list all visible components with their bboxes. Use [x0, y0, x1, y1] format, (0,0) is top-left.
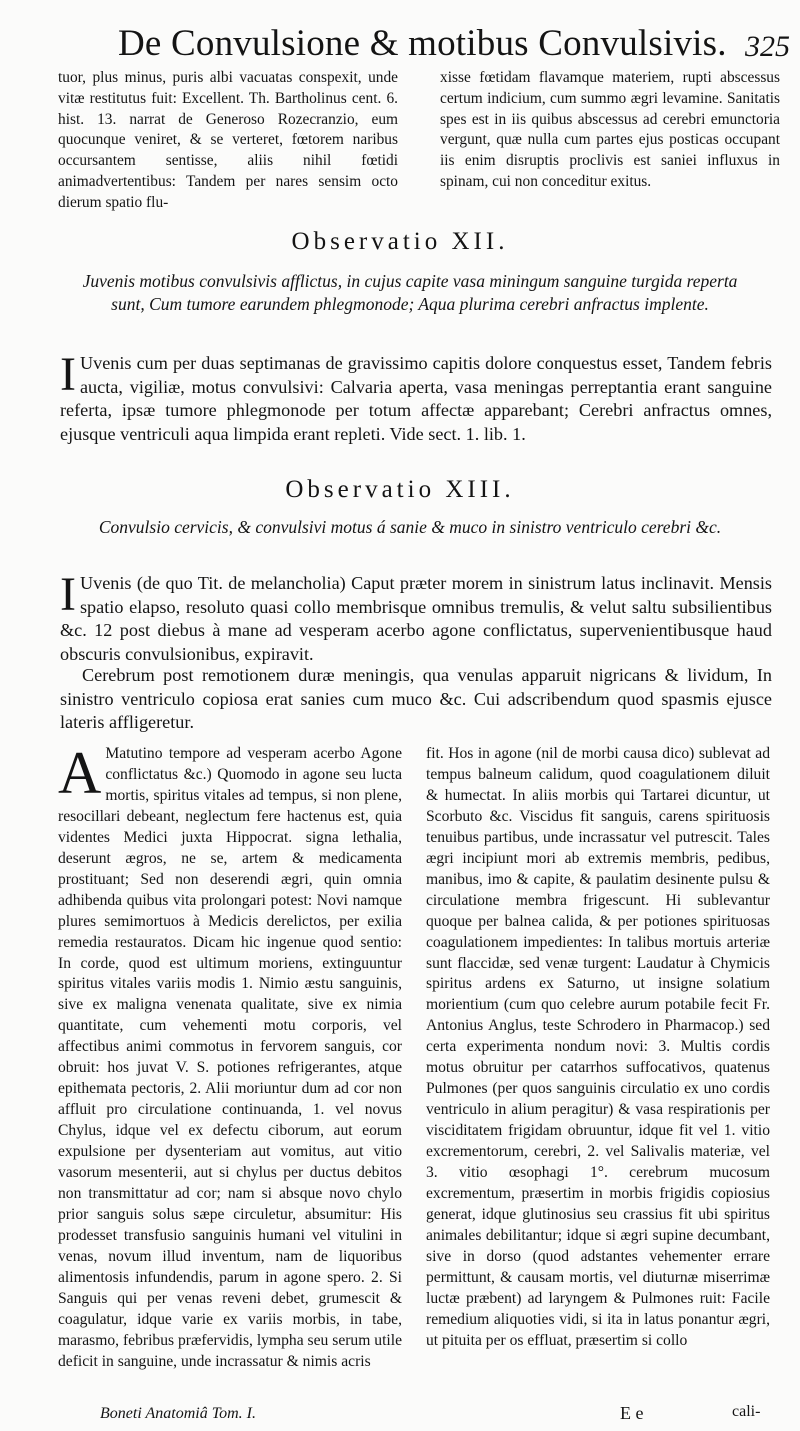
observation-13-paragraph-2: Cerebrum post remotionem duræ meningis, qua venulas apparuit nigricans & lividum, In sinistro ventriculo copiosa erat sanies cum muco &c. Cui adscribendum quod spasmis ejusce lateris affligeretur. [60, 665, 772, 733]
observation-12-dropcap: I [60, 348, 76, 401]
commentary-left-text: Matutino tempore ad vesperam acerbo Agone conflictatus &c.) Quomodo in agone seu lucta mortis, spiritus vitales ad tempus, si non plene, resocillari debeant, neglectum fere hactenus est, quia videntes Medici juxta Hippocrat. signa lethalia, deserunt ægros, ne se, artem & medicamenta prostituant; Sed non deserendi ægri, quin omnia adhibenda quibus vita prolongari potest: Novi namque plures semimortuos à Medicis derelictos, per exilia remedia restauratos. Dicam hic ingenue quod sentio: In corde, quod est ultimum moriens, extinguuntur spiritus vitales variis modis 1. Nimio æstu sanguinis, sive ex maligna venenata qualitate, sive ex nimia quantitate, cum vehementi motu corporis, vel affectibus animi commotus in fervorem sanguis, cor obruit: hos juvat V. S. potiones refrigerantes, atque epithemata pectoris, 2. Alii moriuntur dum ad cor non affluit pro circulatione continuanda, 1. vel novus Chylus, idque vel ex defectu ciborum, aut eorum expulsione per dysenteriam aut vomitus, aut vitio vasorum mesenterii, aut si chylus per ductus debitos non transmittatur ad cor; nam si absque novo chylo prior sanguis solus sæpe circuletur, absumitur: His prodesset transfusio sanguinis humani vel vitulini in venas, novum illud inventum, nam de liquoribus alimentosis infundendis, parum in agone spero. 2. Si Sanguis qui per venas reveni debet, grumescit & coagulatur, idque varie ex variis morbis, in tabe, marasmo, febribus præfervidis, lympha seu serum utile deficit in sanguine, unde incrassatur & nimis acris [58, 745, 402, 1370]
observation-13-text-1: Uvenis (de quo Tit. de melancholia) Caput præter morem in sinistrum latus inclinavit. Mensis spatio elapso, resoluto quasi collo membrisque omnibus tremulis, & velut saltu subsilientibus &c. 12 post diebus à mane ad vesperam acerbo agone conflictatus, supervenientibusque haud obscuris convulsionibus, expiravit. [60, 573, 772, 664]
observation-13-heading: Observatio XIII. [285, 476, 515, 503]
observation-12-paragraph [60, 348, 772, 446]
page-number: 325 [745, 30, 790, 63]
footer-catchword: cali- [732, 1403, 761, 1420]
commentary-left-column [58, 740, 402, 1373]
running-title: De Convulsione & motibus Convulsivis. [118, 23, 727, 64]
footer-signature-mark: E e [620, 1403, 644, 1423]
commentary-right-column: fit. Hos in agone (nil de morbi causa dico) sublevat ad tempus balneum calidum, quod coagulationem diluit & humectat. In aliis morbis qui Tartarei dicuntur, ut Scorbuto &c. Viscidus fit sanguis, carens spirituosis tenuibus partibus, unde incrassatur vel putrescit. Tales ægri incipiunt mori ab extremis membris, pedibus, manibus, imo & capite, & paulatim desinente pulsu & circulatione membra frigescunt. Hi sublevantur quoque per balnea calida, & per potiones spirituosas coagulationem impedientes: In talibus mortuis arteriæ sunt flaccidæ, sed venæ turgent: Laudatur à Chymicis spiritus ardens ex Saturno, ut insigne solatium morientium (cum quo celebre aurum potabile fecit Fr. Antonius Anglus, teste Schrodero in Pharmacop.) sed certa experimenta nondum novi: 3. Multis cordis motus obruitur per catarrhos suffocativos, quatenus Pulmones (per quos sanguinis circulatio ex uno cordis ventriculo in alium peragitur) & vasa respirationis per visciditatem frigidam obruuntur, idque fit vel 1. vitio excrementorum, cerebri, 2. vel Salivalis materiæ, vel 3. vitio œsophagi 1°. cerebrum mucosum excrementum, præsertim in morbis frigidis copiosius generat, idque glutinosius seu crassius fit ubi spiritus animales debilitantur; idque si ægri supine decumbant, sive in dorso (quod adstantes vehementer errare permittunt, & causam mortis, vel diuturnæ miserrimæ luctæ præbent) ad laryngem & Pulmones ruit: Facile remedium aliquoties vidi, si ita in latus ponantur ægri, ut pituita per os effluat, præsertim si collo [426, 745, 770, 1349]
observation-12-summary: Juvenis motibus convulsivis afflictus, in cujus capite vasa miningum sanguine turgida reperta sunt, Cum tumore earundem phlegmonode; Aqua plurima cerebri anfractus implente. [82, 271, 738, 314]
continuation-columns [58, 68, 780, 214]
observation-13-dropcap: I [60, 568, 76, 621]
page-header [100, 18, 790, 68]
commentary-columns [58, 740, 770, 1373]
continuation-left-column: tuor, plus minus, puris albi vacuatas conspexit, unde vitæ restitutus fuit: Excellent. Th. Bartholinus cent. 6. hist. 13. narrat de Generoso Rozecranzio, eum quocunque veniret, & se verteret, fœtorem naribus occursantem sentisse, aliis nihil fœtidi animadvertentibus: Tandem per nares sensim octo dierum spatio flu- [58, 69, 398, 211]
continuation-right-column: xisse fœtidam flavamque materiem, rupti abscessus certum indicium, cum summo ægri levamine. Sanitatis spes est in iis quibus abscessus ad cerebri emunctoria vergunt, quæ nulla cum partes ejus posticas occupant iis enim disruptis proclivis est saniei influxus in spinam, cui non conceditur exitus. [440, 69, 780, 190]
footer-source: Boneti Anatomiâ Tom. I. [100, 1405, 257, 1422]
observation-12-heading: Observatio XII. [291, 228, 509, 255]
observation-12-text: Uvenis cum per duas septimanas de gravissimo capitis dolore conquestus esset, Tandem febris aucta, vigiliæ, motus convulsivi: Calvaria aperta, vasa meningas perreptantia erant sanguine referta, ipsæ tumore phlegmonode per totum affectæ apparebant; Cerebri anfractus omnes, ejusque ventriculi aqua limpida erant repleti. Vide sect. 1. lib. 1. [60, 353, 772, 444]
observation-13-paragraph-1 [60, 568, 772, 666]
observation-13-summary: Convulsio cervicis, & convulsivi motus á sanie & muco in sinistro ventriculo cerebri &c. [98, 517, 722, 537]
commentary-dropcap: A [58, 740, 102, 806]
